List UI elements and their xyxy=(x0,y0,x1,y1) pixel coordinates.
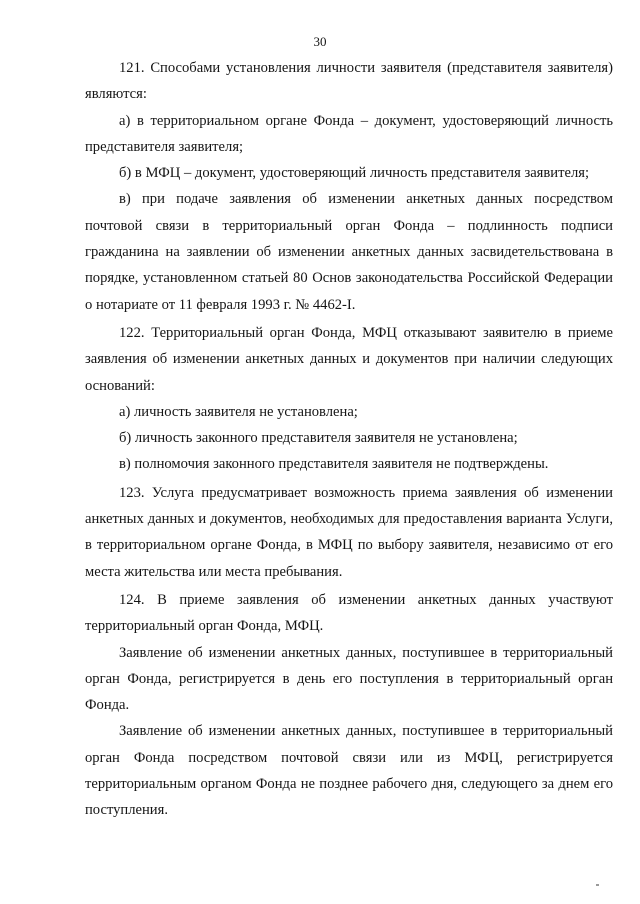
item-121-c: в) при подаче заявления об изменении анкетных данных посредством почтовой связи в территориальный орган Фонда – подлинность подписи гражданина на заявлении об изменении анкетных данных засвидетельствована в порядке, установленном статьей 80 Основ законодательства Российской Федерации о нотариате от 11 февраля 1993 г. № 4462-I. xyxy=(85,191,613,313)
paragraph-124-registration: Заявление об изменении анкетных данных, поступившее в территориальный орган Фонда, регистрируется в день его поступления в территориальный орган Фонда. xyxy=(85,644,613,714)
item-121-a: а) в территориальном органе Фонда – документ, удостоверяющий личность представителя заявителя; xyxy=(85,112,613,155)
document-body xyxy=(85,55,613,824)
page-number: 30 xyxy=(313,34,327,49)
item-122-b: б) личность законного представителя заявителя не установлена; xyxy=(119,430,518,447)
paragraph-121: 121. Способами установления личности заявителя (представителя заявителя) являются: xyxy=(85,60,613,103)
paragraph-123: 123. Услуга предусматривает возможность приема заявления об изменении анкетных данных и документов, необходимых для предоставления варианта Услуги, в территориальном органе Фонда, в МФЦ по выбору заявителя, независимо от его места жительства или места пребывания. xyxy=(85,484,613,580)
item-122-c: в) полномочия законного представителя заявителя не подтверждены. xyxy=(119,456,549,473)
paragraph-124: 124. В приеме заявления об изменении анкетных данных участвуют территориальный орган Фонда, МФЦ. xyxy=(85,591,613,635)
paragraph-122: 122. Территориальный орган Фонда, МФЦ отказывают заявителю в приеме заявления об изменении анкетных данных и документов при наличии следующих оснований: xyxy=(85,324,613,394)
item-122-a: а) личность заявителя не установлена; xyxy=(119,403,358,420)
item-121-b: б) в МФЦ – документ, удостоверяющий личность представителя заявителя; xyxy=(119,165,589,182)
scan-speck xyxy=(596,884,599,886)
paragraph-124-postal-registration: Заявление об изменении анкетных данных, поступившее в территориальный орган Фонда посредством почтовой связи или из МФЦ, регистрируется территориальным органом Фонда не позднее рабочего дня, следующего за днем его поступления. xyxy=(85,723,613,819)
